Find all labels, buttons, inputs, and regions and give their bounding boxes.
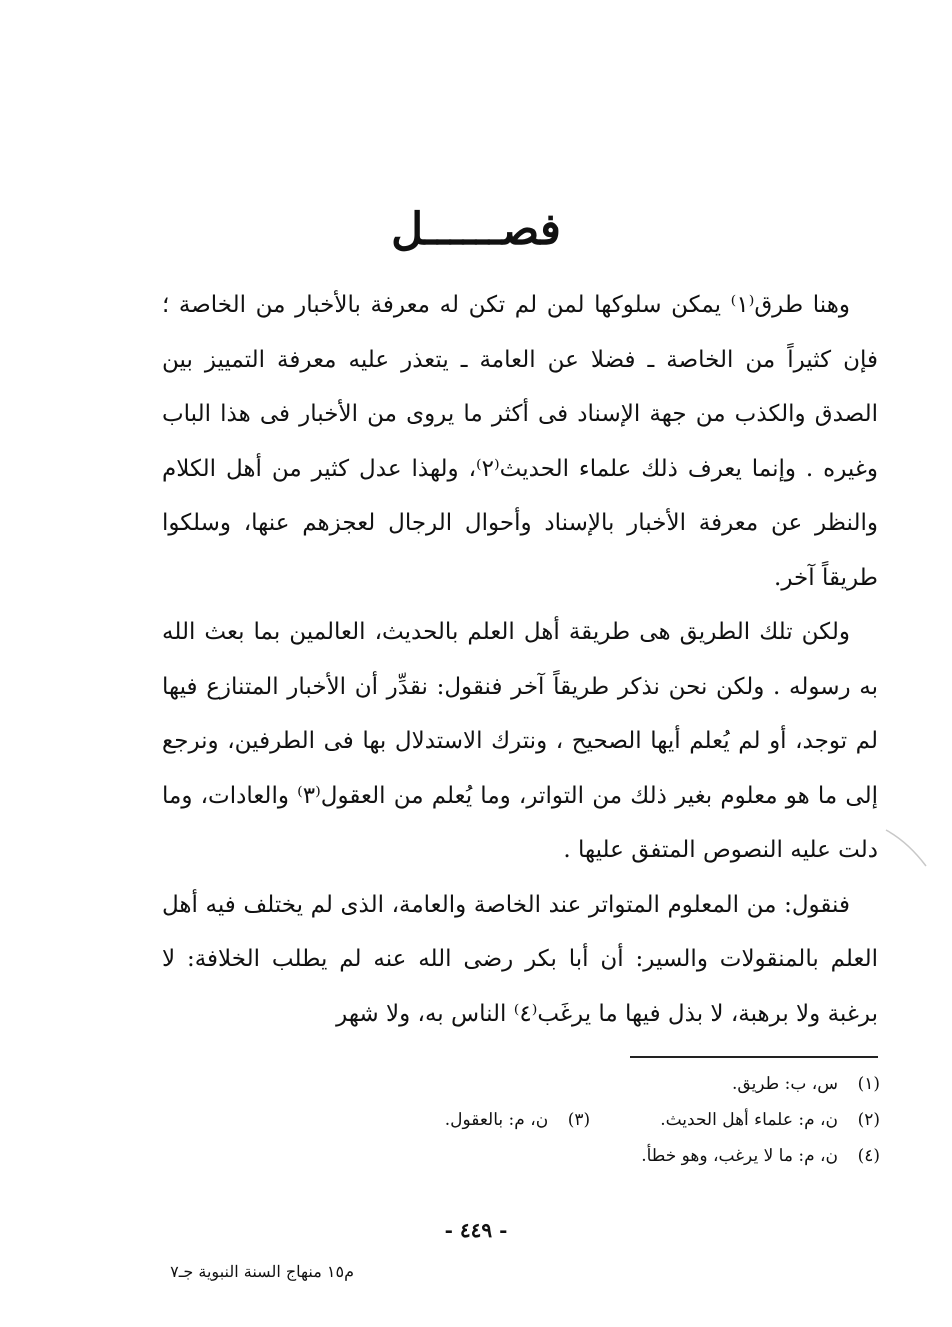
footnote-4 bbox=[641, 1138, 880, 1174]
section-heading: فصــــــل bbox=[391, 204, 561, 255]
footnote-row-3 bbox=[300, 1138, 880, 1174]
footnote-text: ن، م: بالعقول. bbox=[444, 1110, 549, 1130]
footnote-number: (٢) bbox=[857, 1110, 880, 1130]
footnote-1 bbox=[732, 1066, 880, 1102]
footnote-text: ن، م: ما لا يرغب، وهو خطأ. bbox=[641, 1146, 838, 1166]
footnote-text: س، ب: طريق. bbox=[731, 1074, 838, 1094]
paragraph-3: فنقول: من المعلوم المتواتر عند الخاصة والعامة، الذى لم يختلف فيه أهل العلم بالمنقولات والسير: أن أبا بكر رضى الله عنه لم يطلب الخلافة: لا برغبة ولا برهبة، لا بذل فيها ما يرغَب⁽٤⁾ الناس به، ولا شهر bbox=[162, 891, 878, 1027]
footnote-separator bbox=[630, 1056, 878, 1058]
footnote-3 bbox=[445, 1102, 590, 1138]
footnote-number: (٣) bbox=[567, 1110, 591, 1130]
page-number: - ٤٤٩ - bbox=[444, 1218, 508, 1242]
footnote-2 bbox=[660, 1102, 880, 1138]
footnote-number: (١) bbox=[857, 1074, 880, 1094]
footnote-row-2 bbox=[300, 1102, 880, 1138]
main-text bbox=[162, 278, 878, 1041]
page-edge-curve bbox=[882, 826, 952, 882]
footnotes bbox=[300, 1066, 880, 1174]
book-signature: م١٥ منهاج السنة النبوية جـ٧ bbox=[170, 1262, 354, 1281]
footnote-number: (٤) bbox=[857, 1146, 880, 1166]
footnote-text: ن، م: علماء أهل الحديث. bbox=[660, 1110, 838, 1130]
footnote-row-1 bbox=[300, 1066, 880, 1102]
paragraph-1: وهنا طرق⁽١⁾ يمكن سلوكها لمن لم تكن له معرفة بالأخبار من الخاصة ؛ فإن كثيراً من الخاصة ـ فضلا عن العامة ـ يتعذر عليه معرفة التمييز بين الصدق والكذب من جهة الإسناد فى أكثر ما يروى من الأخبار فى هذا الباب وغيره . وإنما يعرف ذلك علماء الحديث⁽٢⁾، ولهذا عدل كثير من أهل الكلام والنظر عن معرفة الأخبار بالإسناد وأحوال الرجال لعجزهم عنها، وسلكوا طريقاً آخر. bbox=[162, 292, 878, 591]
paragraph-2: ولكن تلك الطريق هى طريقة أهل العلم بالحديث، العالمين بما بعث الله به رسوله . ولكن نحن نذكر طريقاً آخر فنقول: نقدِّر أن الأخبار المتنازع فيها لم توجد، أو لم يُعلم أيها الصحيح ، ونترك الاستدلال بها فى الطرفين، ونرجع إلى ما هو معلوم بغير ذلك من التواتر، وما يُعلم من العقول⁽٣⁾ والعادات، وما دلت عليه النصوص المتفق عليها . bbox=[162, 619, 878, 863]
